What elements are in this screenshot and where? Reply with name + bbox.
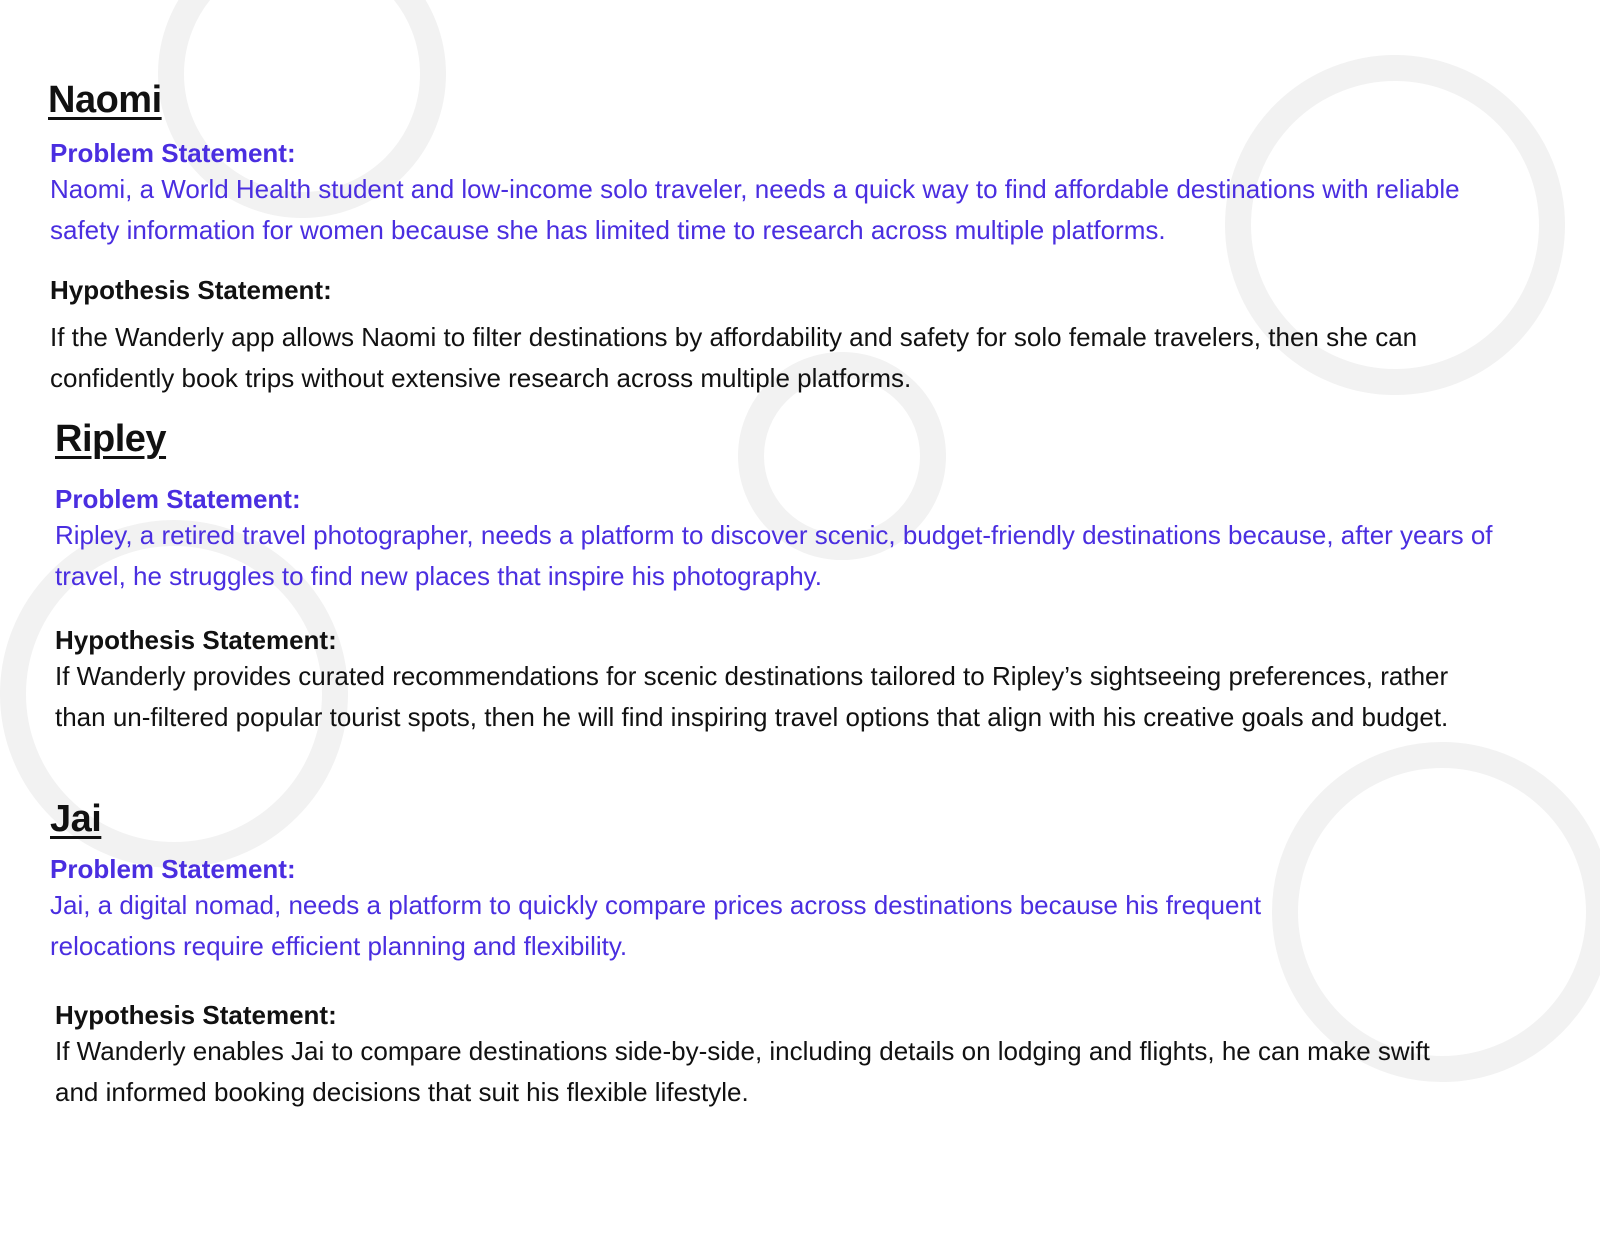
hypothesis-statement-label: Hypothesis Statement: bbox=[55, 1000, 337, 1030]
problem-statement-label: Problem Statement: bbox=[55, 484, 301, 514]
problem-statement-section-naomi bbox=[50, 137, 1530, 251]
hypothesis-statement-text: If Wanderly enables Jai to compare destinations side-by-side, including details on lodging and flights, he can make swift and informed booking decisions that suit his flexible lifestyle. bbox=[55, 1036, 1430, 1107]
persona-name: Jai bbox=[50, 798, 102, 840]
problem-statement-text: Naomi, a World Health student and low-income solo traveler, needs a quick way to find affordable destinations with reliable safety information for women because she has limited time to research across multiple platforms. bbox=[50, 174, 1460, 245]
problem-statement-text: Ripley, a retired travel photographer, needs a platform to discover scenic, budget-friendly destinations because, after years of travel, he struggles to find new places that inspire his photography. bbox=[55, 520, 1493, 591]
hypothesis-statement-text: If Wanderly provides curated recommendations for scenic destinations tailored to Ripley’s sightseeing preferences, rather than un-filtered popular tourist spots, then he will find inspiring travel options that align with his creative goals and budget. bbox=[55, 661, 1449, 732]
persona-name-block-jai bbox=[50, 797, 101, 841]
problem-statement-text: Jai, a digital nomad, needs a platform to quickly compare prices across destinations because his frequent relocations require efficient planning and flexibility. bbox=[50, 890, 1262, 961]
problem-statement-label: Problem Statement: bbox=[50, 854, 296, 884]
problem-statement-label: Problem Statement: bbox=[50, 138, 296, 168]
problem-statement-section-jai bbox=[50, 853, 1410, 967]
hypothesis-statement-text: If the Wanderly app allows Naomi to filter destinations by affordability and safety for solo female travelers, then she can confidently book trips without extensive research across multiple platforms. bbox=[50, 322, 1418, 393]
persona-name-block-naomi bbox=[48, 78, 162, 122]
problem-statement-section-ripley bbox=[55, 483, 1555, 597]
hypothesis-statement-label: Hypothesis Statement: bbox=[50, 275, 332, 305]
hypothesis-statement-section-naomi bbox=[50, 274, 1470, 399]
persona-name: Ripley bbox=[55, 418, 167, 460]
hypothesis-statement-label: Hypothesis Statement: bbox=[55, 625, 337, 655]
hypothesis-statement-section-jai bbox=[55, 999, 1455, 1113]
hypothesis-statement-section-ripley bbox=[55, 624, 1475, 738]
persona-name: Naomi bbox=[48, 79, 162, 121]
persona-name-block-ripley bbox=[55, 417, 166, 461]
